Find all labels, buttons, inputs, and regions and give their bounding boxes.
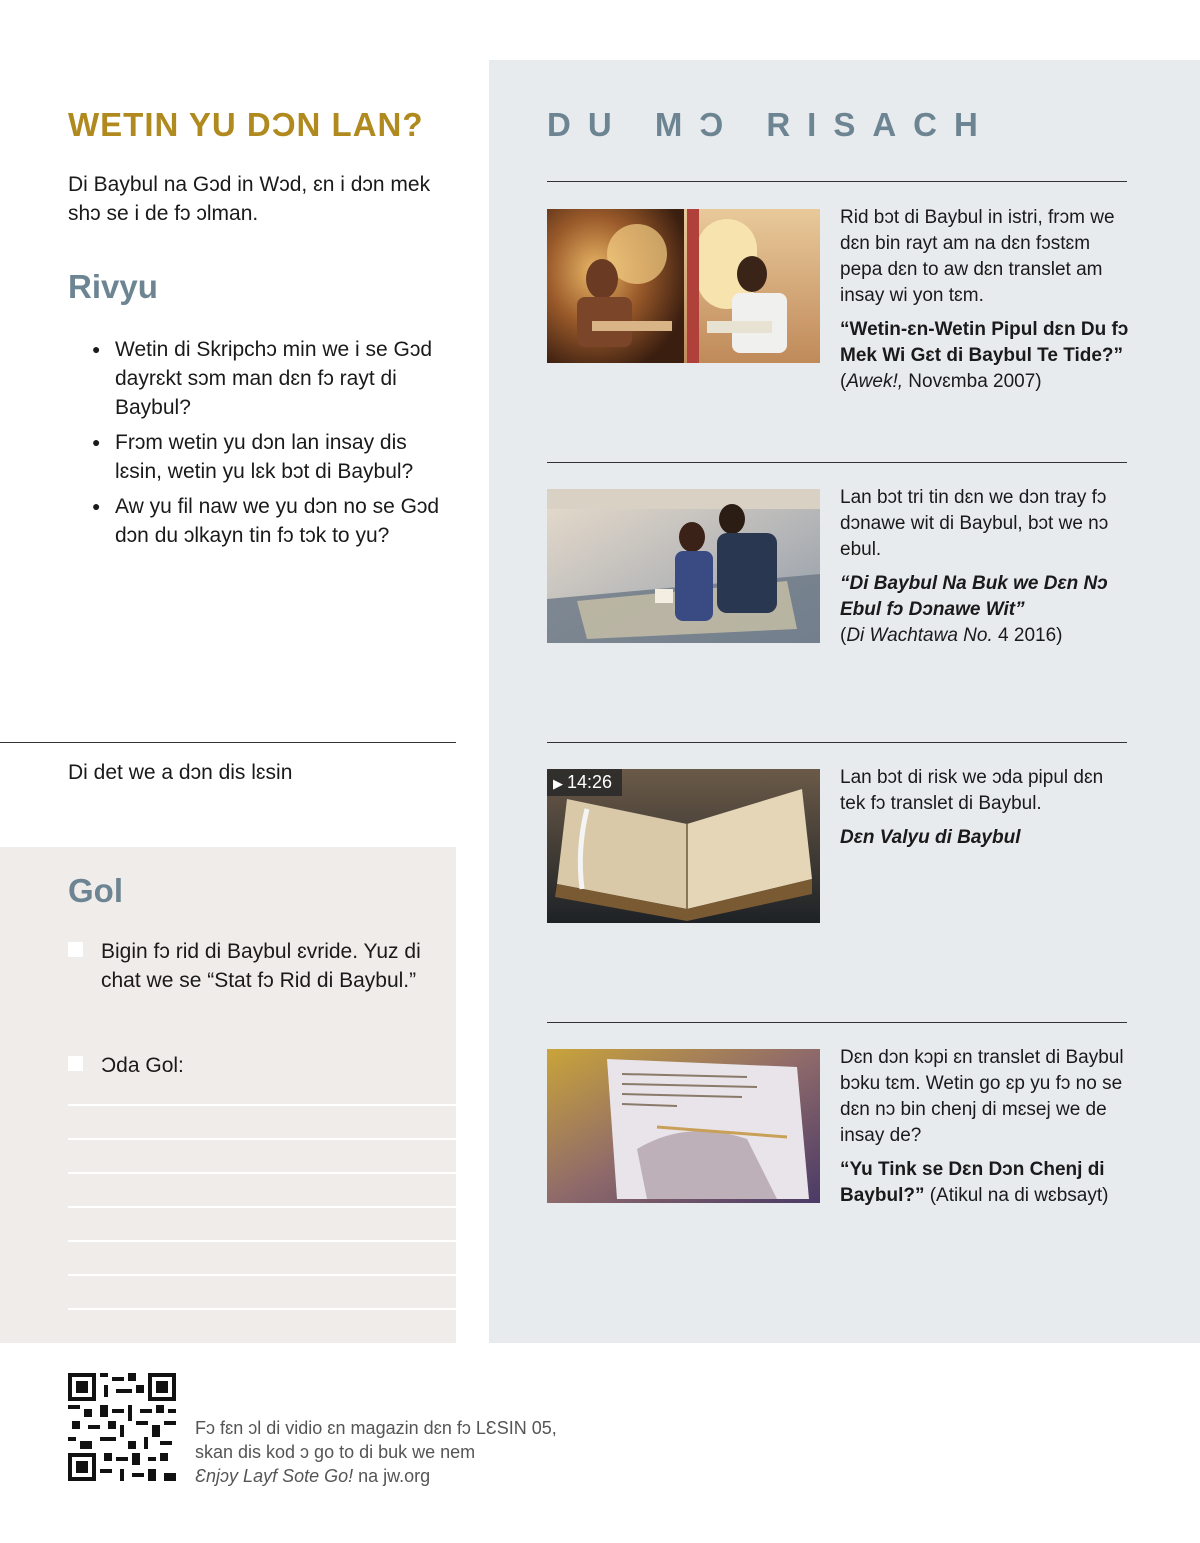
review-title: Rivyu <box>68 268 158 305</box>
play-icon: ▶ <box>553 776 563 791</box>
qr-code[interactable] <box>68 1373 176 1481</box>
goal-item-text: Bigin fɔ rid di Baybul ɛvride. Yuz di chat we se “Stat fɔ Rid di Baybul.” <box>101 940 421 992</box>
footer-text: Fɔ fɛn ɔl di vidio ɛn magazin dɛn fɔ LƐSIN 05, skan dis kod ɔ go to di buk we nem Ɛnjɔy Layf Sote Go! na jw.org <box>195 1418 557 1486</box>
writing-line[interactable] <box>68 1172 456 1174</box>
review-question: ● Wetin di Skripchɔ min we i se Gɔd dayrɛkt sɔm man dɛn fɔ rayt di Baybul? <box>92 335 452 422</box>
article-title[interactable]: “Yu Tink se Dɛn Dɔn Chenj di Baybul?” <box>840 1159 1105 1206</box>
resource-reference[interactable]: “Wetin-ɛn-Wetin Pipul dɛn Du fɔ Mek Wi Gɛt di Baybul Te Tide?” (Awek!, Novɛmba 2007) <box>840 319 1129 392</box>
goal-title: Gol <box>68 872 123 909</box>
resource-item <box>840 1045 1130 1209</box>
review-question: ● Frɔm wetin yu dɔn lan insay dis lɛsin, wetin yu lɛk bɔt di Baybul? <box>92 428 452 486</box>
resource-item <box>840 765 1130 851</box>
divider <box>0 742 456 743</box>
writing-line[interactable] <box>68 1206 456 1208</box>
divider <box>547 181 1127 182</box>
writing-line[interactable] <box>68 1138 456 1140</box>
goal-item <box>68 937 428 995</box>
resource-reference[interactable]: “Yu Tink se Dɛn Dɔn Chenj di Baybul?” (Atikul na di wɛbsayt) <box>840 1159 1109 1206</box>
book-title: Ɛnjɔy Layf Sote Go! <box>195 1466 354 1486</box>
summary-text: Di Baybul na Gɔd in Wɔd, ɛn i dɔn mek shɔ se i de fɔ ɔlman. <box>68 173 431 225</box>
thumbnail-scribe-writing[interactable] <box>547 1049 820 1203</box>
resource-description: Dɛn dɔn kɔpi ɛn translet di Baybul bɔku tɛm. Wetin go ɛp yu fɔ no se dɛn nɔ bin chenj di mɛsej we de insay de? <box>840 1047 1124 1146</box>
writing-line[interactable] <box>68 1274 456 1276</box>
goal-checkbox[interactable] <box>68 1056 83 1071</box>
writing-line[interactable] <box>68 1308 456 1310</box>
publication-name: Di Wachtawa No. <box>846 625 993 646</box>
video-duration-badge: ▶ 14:26 <box>547 769 622 796</box>
goal-box <box>0 847 456 1343</box>
publication-name: Awek!, <box>846 371 904 392</box>
video-title[interactable]: Dɛn Valyu di Baybul <box>840 827 1021 848</box>
goal-checkbox[interactable] <box>68 942 83 957</box>
completion-date-label: Di det we a dɔn dis lɛsin <box>68 761 293 784</box>
divider <box>547 1022 1127 1023</box>
resource-description: Rid bɔt di Baybul in istri, frɔm we dɛn bin rayt am na dɛn fɔstɛm pepa dɛn to aw dɛn translet am insay wi yon tɛm. <box>840 207 1115 306</box>
writing-line[interactable] <box>68 1104 456 1106</box>
thumbnail-museum-display[interactable] <box>547 489 820 643</box>
resource-item <box>840 485 1130 649</box>
article-title[interactable]: “Wetin-ɛn-Wetin Pipul dɛn Du fɔ Mek Wi Gɛt di Baybul Te Tide?” <box>840 319 1129 366</box>
goal-item-text: Ɔda Gol: <box>101 1054 184 1077</box>
thumbnail-bible-history[interactable] <box>547 209 820 363</box>
article-title[interactable]: “Di Baybul Na Buk we Dɛn Nɔ Ebul fɔ Dɔnawe Wit” <box>840 573 1108 620</box>
resource-description: Lan bɔt tri tin dɛn we dɔn tray fɔ dɔnawe wit di Baybul, bɔt we nɔ ebul. <box>840 487 1109 560</box>
divider <box>547 462 1127 463</box>
resource-description: Lan bɔt di risk we ɔda pipul dɛn tek fɔ translet di Baybul. <box>840 767 1104 814</box>
summary-title: WETIN YU DƆN LAN? <box>68 106 424 143</box>
video-thumbnail[interactable] <box>547 769 820 923</box>
resource-item <box>840 205 1130 395</box>
writing-line[interactable] <box>68 1240 456 1242</box>
divider <box>547 742 1127 743</box>
review-question: ● Aw yu fil naw we yu dɔn no se Gɔd dɔn du ɔlkayn tin fɔ tɔk to yu? <box>92 492 452 550</box>
left-column <box>0 0 456 1343</box>
resource-reference[interactable] <box>840 825 1130 851</box>
research-title: DU MƆ RISACH <box>547 106 995 143</box>
goal-item-other <box>68 1051 428 1080</box>
resource-reference[interactable]: “Di Baybul Na Buk we Dɛn Nɔ Ebul fɔ Dɔnawe Wit” (Di Wachtawa No. 4 2016) <box>840 573 1108 646</box>
review-list <box>92 335 452 556</box>
